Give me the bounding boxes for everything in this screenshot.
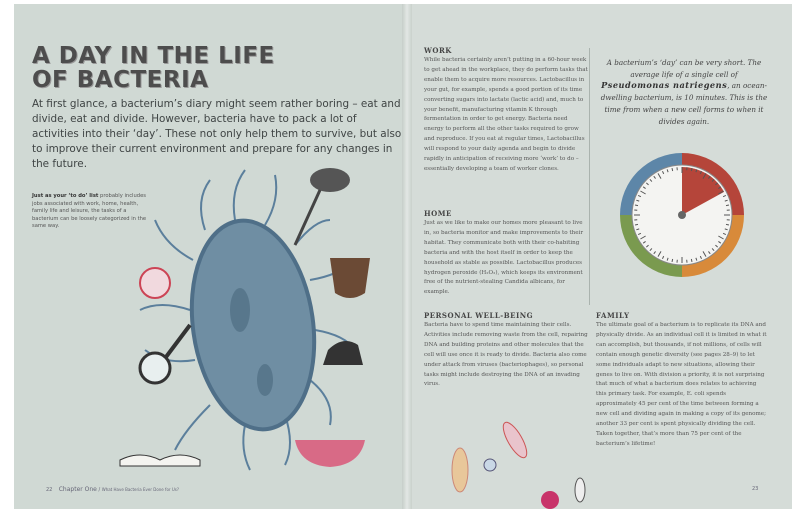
page-number: 22	[46, 487, 53, 493]
section-home	[424, 209, 588, 298]
bowl-icon	[290, 425, 370, 470]
left-footer	[46, 486, 179, 493]
section-text: The ultimate goal of a bacterium is to replicate its DNA and physically divide. As an individual cell it is limited in what it can accomplish, but thousands, if not millions, of cells will contain enough genetic diversity (see pages 28–9) to let some individuals adapt to new situations, allowing their genes to live on. With division a priority, it is not surprising that much of what a bacterium does relates to achieving this primary task. For example, E. coli spends approximately 45 per cent of the time between forming a new cell and dividing again in making a copy of its genome; another 33 per cent is spent physically dividing the cell. Taken together, that’s more than 75 per cent of the bacterium’s lifetime!	[596, 322, 767, 447]
chapter-label: Chapter One	[58, 486, 97, 493]
iron-icon	[318, 330, 368, 370]
page-title: A DAY IN THE LIFE OF BACTERIA	[32, 43, 275, 93]
intro-paragraph: At first glance, a bacterium’s diary might seem rather boring – eat and divide, eat and divide. However, bacteria have to pack a lot of activities into their ‘day’. These not only help them to survive, but also to improve their current environment and prepare for any changes in the future.	[32, 98, 402, 170]
section-text: Bacteria have to spend time maintaining their cells. Activities include removing waste from the cell, repairing DNA and building proteins and other molecules that the cell will use once it is ready to divide. Bacteria also come under attack from viruses (bacteriophages), so personal tasks might include destroying the DNA of an invading virus.	[424, 322, 588, 388]
separator: /	[98, 487, 101, 493]
section-work	[424, 46, 588, 175]
section-heading: FAMILY	[596, 311, 630, 320]
timer-illustration	[617, 150, 747, 280]
timer-tick	[726, 205, 729, 206]
section-heading: HOME	[424, 209, 452, 218]
todo-caption: Just as your ‘to do’ list probably includes jobs associated with work, home, health, family life and leisure, the tasks of a bacterium can be loosely categorized in the same way.	[32, 193, 147, 230]
alarm-clock-icon	[135, 258, 175, 303]
magnifying-glass-icon	[135, 320, 195, 390]
section-text: Just as we like to make our homes more pleasant to live in, so bacteria monitor and make improvements to their habitat. They communicate both with their co-habiting bacteria and with the host itself in order to keep the household as stable as possible. Lactobacillus produces hydrogen peroxide (H₂O₂), which keeps its environment free of the nutrient-stealing Candida albicans, for example.	[424, 220, 584, 296]
timer-tick	[691, 259, 692, 262]
column-divider	[589, 48, 590, 305]
pull-quote: A bacterium’s ‘day’ can be very short. The average life of a single cell of Pseudomonas natriegens, an ocean-dwelling bacterium, is 10 minutes. This is the time from when a new cell forms to when it divides again.	[600, 58, 768, 126]
section-heading: PERSONAL WELL-BEING	[424, 311, 534, 320]
species-name: Pseudomonas natriegens	[601, 80, 728, 91]
right-page-number: 23	[752, 486, 759, 492]
chapter-subtitle: What Have Bacteria Ever Done for Us?	[101, 487, 179, 492]
section-text: While bacteria certainly aren’t putting in a 60-hour week to get ahead in the workplace, they do perform tasks that enable them to acquire more resources. Lactobacillus in your gut, for example, spends a good portion of its time converting sugars into lactate (lactic acid) and, much to your benefit, manufacturing vitamin K through fermentation in order to get energy. Bacteria need energy to perform all the other tasks required to grow and reproduce. If you eat at regular times, Lactobacillus will respond to your daily agenda and begin to divide rapidly in anticipation of receiving more ‘work’ to do – essentially developing a team of worker clones.	[424, 57, 588, 172]
section-heading: WORK	[424, 46, 452, 55]
timer-tick	[691, 168, 692, 171]
timer-tick	[635, 205, 638, 206]
microbes-illustration	[440, 415, 600, 510]
section-personal-well-being	[424, 311, 588, 390]
timer-tick	[672, 259, 673, 262]
net-icon	[290, 160, 350, 250]
timer-tick	[635, 224, 638, 225]
timer-tick	[672, 168, 673, 171]
shield-icon	[325, 253, 375, 303]
section-family	[596, 311, 768, 450]
timer-tick	[726, 224, 729, 225]
book-icon	[115, 440, 205, 470]
